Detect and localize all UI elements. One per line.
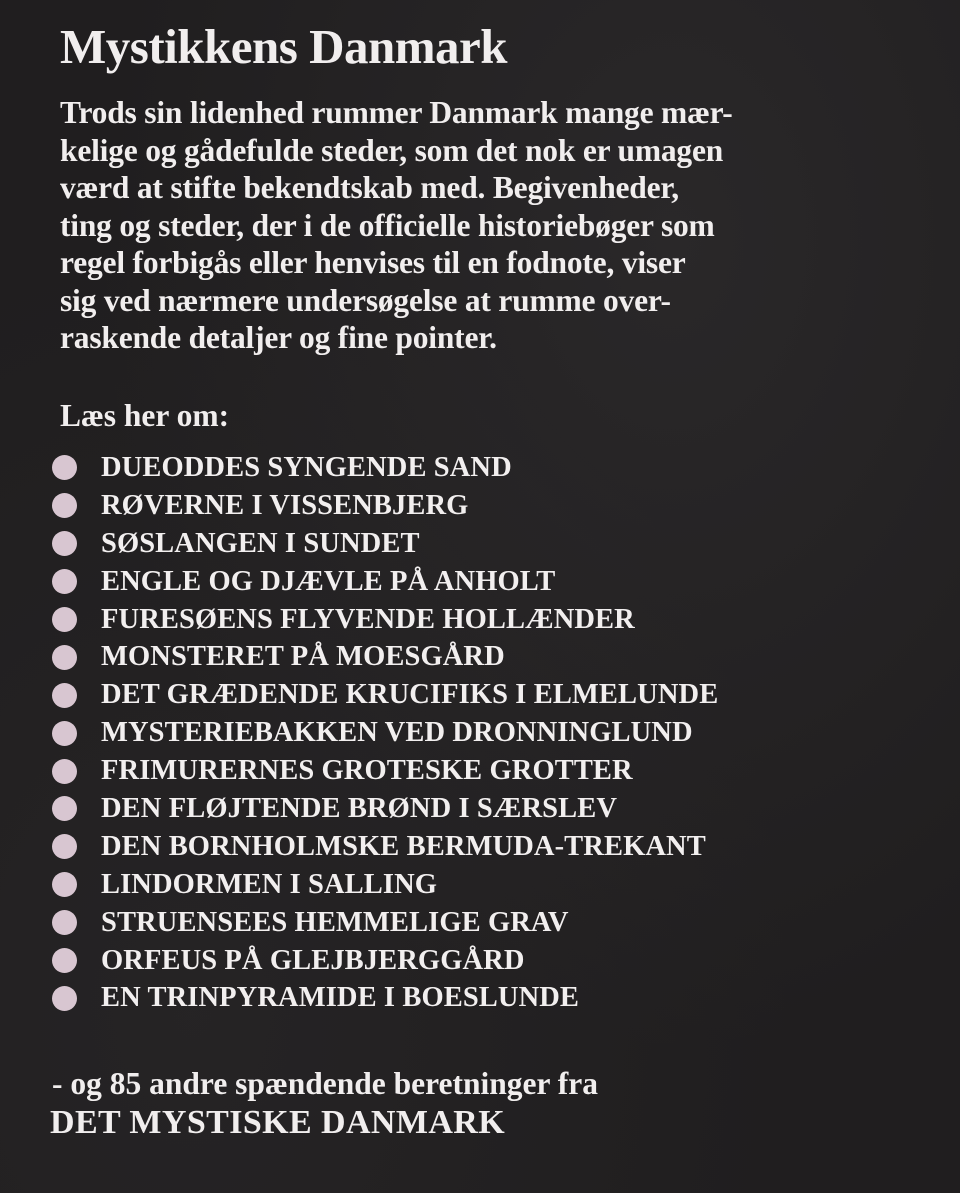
intro-line: kelige og gådefulde steder, som det nok er umagen [60, 132, 724, 168]
bullet-dot-icon [52, 910, 77, 935]
list-item [52, 563, 718, 601]
intro-paragraph [60, 94, 910, 357]
bullet-dot-icon [52, 683, 77, 708]
bullet-dot-icon [52, 834, 77, 859]
topic-label: ORFEUS PÅ GLEJBJERGGÅRD [101, 944, 525, 976]
bullet-dot-icon [52, 493, 77, 518]
list-item [52, 525, 718, 563]
intro-line: raskende detaljer og fine pointer. [60, 320, 497, 355]
topic-label: STRUENSEES HEMMELIGE GRAV [101, 906, 569, 938]
bullet-dot-icon [52, 531, 77, 556]
topic-list [52, 449, 718, 1017]
topic-label: EN TRINPYRAMIDE I BOESLUNDE [101, 982, 580, 1014]
topic-label: DEN BORNHOLMSKE BERMUDA-TREKANT [101, 830, 706, 862]
topic-label: FRIMURERNES GROTESKE GROTTER [101, 755, 633, 787]
list-item [52, 752, 718, 790]
intro-line: regel forbigås eller henvises til en fodnote, viser [60, 245, 686, 280]
topic-label: ENGLE OG DJÆVLE PÅ ANHOLT [101, 565, 556, 597]
topic-label: LINDORMEN I SALLING [101, 868, 438, 900]
bullet-dot-icon [52, 569, 77, 594]
list-item [52, 714, 718, 752]
outro-text: - og 85 andre spændende beretninger fra [52, 1066, 599, 1101]
topic-label: DUEODDES SYNGENDE SAND [101, 451, 512, 483]
bullet-dot-icon [52, 796, 77, 821]
list-item [52, 790, 718, 828]
bullet-dot-icon [52, 455, 77, 480]
list-item [52, 601, 718, 639]
page-title: Mystikkens Danmark [60, 19, 508, 74]
list-item [52, 449, 718, 487]
bullet-dot-icon [52, 721, 77, 746]
topic-label: MYSTERIEBAKKEN VED DRONNINGLUND [101, 717, 693, 749]
list-item [52, 979, 718, 1017]
bullet-dot-icon [52, 607, 77, 632]
bullet-dot-icon [52, 645, 77, 670]
list-item [52, 638, 718, 676]
intro-line: Trods sin lidenhed rummer Danmark mange mær- [60, 95, 733, 130]
bullet-dot-icon [52, 872, 77, 897]
list-item [52, 942, 718, 980]
bullet-dot-icon [52, 948, 77, 973]
bullet-dot-icon [52, 759, 77, 784]
intro-line: sig ved nærmere undersøgelse at rumme over- [60, 282, 671, 318]
topic-label: RØVERNE I VISSENBJERG [101, 489, 469, 521]
topic-label: DEN FLØJTENDE BRØND I SÆRSLEV [101, 792, 617, 824]
list-item [52, 904, 718, 942]
bullet-dot-icon [52, 986, 77, 1011]
intro-line: værd at stifte bekendtskab med. Begivenheder, [60, 170, 679, 205]
list-item [52, 866, 718, 904]
list-item [52, 487, 718, 525]
topic-label: MONSTERET PÅ MOESGÅRD [101, 641, 505, 673]
topic-label: SØSLANGEN I SUNDET [101, 527, 420, 559]
series-title: DET MYSTISKE DANMARK [50, 1104, 506, 1141]
list-item [52, 828, 718, 866]
topic-label: FURESØENS FLYVENDE HOLLÆNDER [101, 603, 635, 635]
intro-line: ting og steder, der i de officielle historiebøger som [60, 207, 715, 243]
list-item [52, 676, 718, 714]
list-lead: Læs her om: [60, 398, 230, 433]
topic-label: DET GRÆDENDE KRUCIFIKS I ELMELUNDE [101, 679, 719, 711]
